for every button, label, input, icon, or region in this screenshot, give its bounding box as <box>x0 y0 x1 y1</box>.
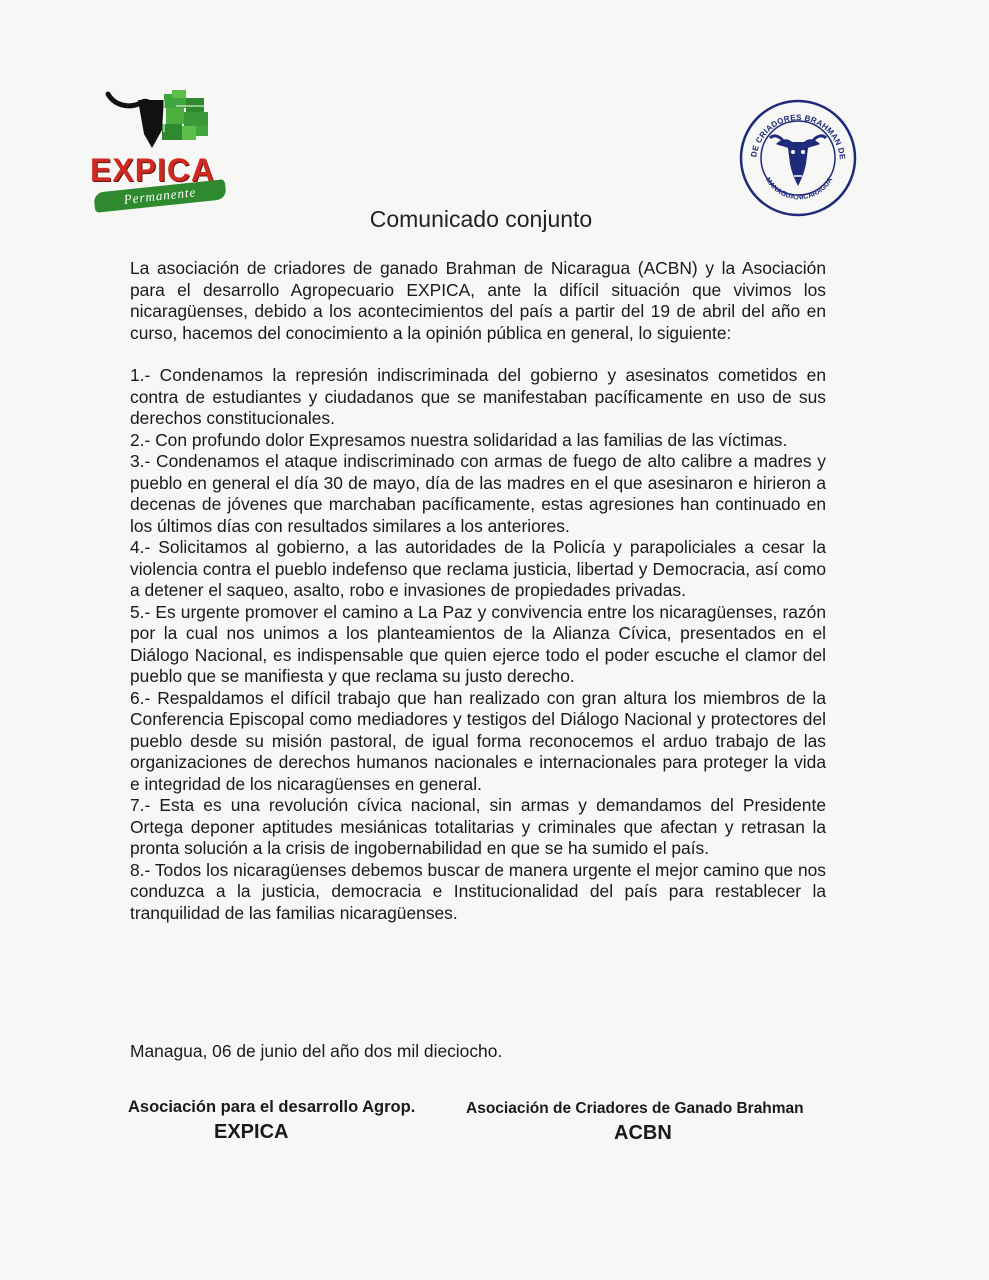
brahman-bull-icon <box>770 136 826 186</box>
expica-logo <box>86 86 236 211</box>
list-item: 8.- Todos los nicaragüenses debemos buscar de manera urgente el mejor camino que nos conduzca a la justicia, democracia e Institucionalidad del país para restablecer la tranquilidad de las familias nicaragüenses. <box>130 859 826 923</box>
signature-abbreviation: ACBN <box>614 1122 672 1144</box>
signature-name: Asociación de Criadores de Ganado Brahman <box>466 1100 804 1117</box>
date-line: Managua, 06 de junio del año dos mil dieciocho. <box>130 1041 503 1061</box>
acbn-seal-bottom-text: MANAGUA,NICARAGUA <box>763 176 835 202</box>
document-body <box>130 258 826 924</box>
list-item: 4.- Solicitamos al gobierno, a las autoridades de la Policía y parapoliciales a cesar la violencia contra el pueblo indefenso que reclama justicia, libertad y Democracia, así como a detener el saqueo, asalto, robo e invasiones de propiedades privadas. <box>130 537 826 600</box>
list-item: 6.- Respaldamos el difícil trabajo que han realizado con gran altura los miembros de la Conferencia Episcopal como mediadores y testigos del Diálogo Nacional y protectores del pueblo desde su misión pastoral, de igual forma reconocemos el arduo trabajo de las organizaciones de derechos humanos nacionales e internacionales para proteger la vida e integridad de los nicaragüenses en general. <box>130 687 826 794</box>
list-item: 2.- Con profundo dolor Expresamos nuestra solidaridad a las familias de las víctimas. <box>130 429 788 450</box>
list-item: 3.- Condenamos el ataque indiscriminado con armas de fuego de alto calibre a madres y pueblo en general el día 30 de mayo, día de las madres en el que asesinaron e hirieron a decenas de jóvenes que marchaban pacíficamente, estas agresiones han continuado en los últimos días con resultados similares a los anteriores. <box>130 451 826 536</box>
expica-logo-wordmark: EXPICA <box>90 152 216 188</box>
signature-block-acbn <box>466 1100 836 1145</box>
list-item: 7.- Esta es una revolución cívica nacional, sin armas y demandamos del Presidente Ortega deponer aptitudes mesiánicas totalitarias y criminales que afectan y retrasan la pronta solución a la crisis de ingobernabilidad en que se ha sumido el país. <box>130 795 826 858</box>
acbn-seal <box>738 98 858 218</box>
list-item: 1.- Condenamos la represión indiscriminada del gobierno y asesinatos cometidos en contra de estudiantes y ciudadanos que se manifestaban pacíficamente en uso de sus derechos constitucionales. <box>130 365 826 428</box>
signature-block-expica <box>128 1098 458 1144</box>
intro-paragraph: La asociación de criadores de ganado Brahman de Nicaragua (ACBN) y la Asociación para el desarrollo Agropecuario EXPICA, ante la difícil situación que vivimos los nicaragüenses, debido a los acontecimientos del país a partir del 19 de abril del año en curso, hacemos del conocimiento a la opinión pública en general, lo siguiente: <box>130 258 826 343</box>
acbn-seal-icon <box>738 98 858 218</box>
expica-logo-ribbon: Permanente <box>93 179 226 213</box>
document-title: Comunicado conjunto <box>369 206 593 232</box>
list-item: 5.- Es urgente promover el camino a La Paz y convivencia entre los nicaragüenses, razón por la cual nos unimos a los planteamientos de la Alianza Cívica, presentados en el Diálogo Nacional, es indispensable que quien ejerce todo el poder escuche el clamor del pueblo que se manifiesta y que reclama su justo derecho. <box>130 601 826 686</box>
acbn-seal-ring-text: DE CRIADORES BRAHMAN DE <box>749 112 848 161</box>
signature-abbreviation: EXPICA <box>214 1121 289 1143</box>
signature-name: Asociación para el desarrollo Agrop. <box>128 1098 416 1116</box>
